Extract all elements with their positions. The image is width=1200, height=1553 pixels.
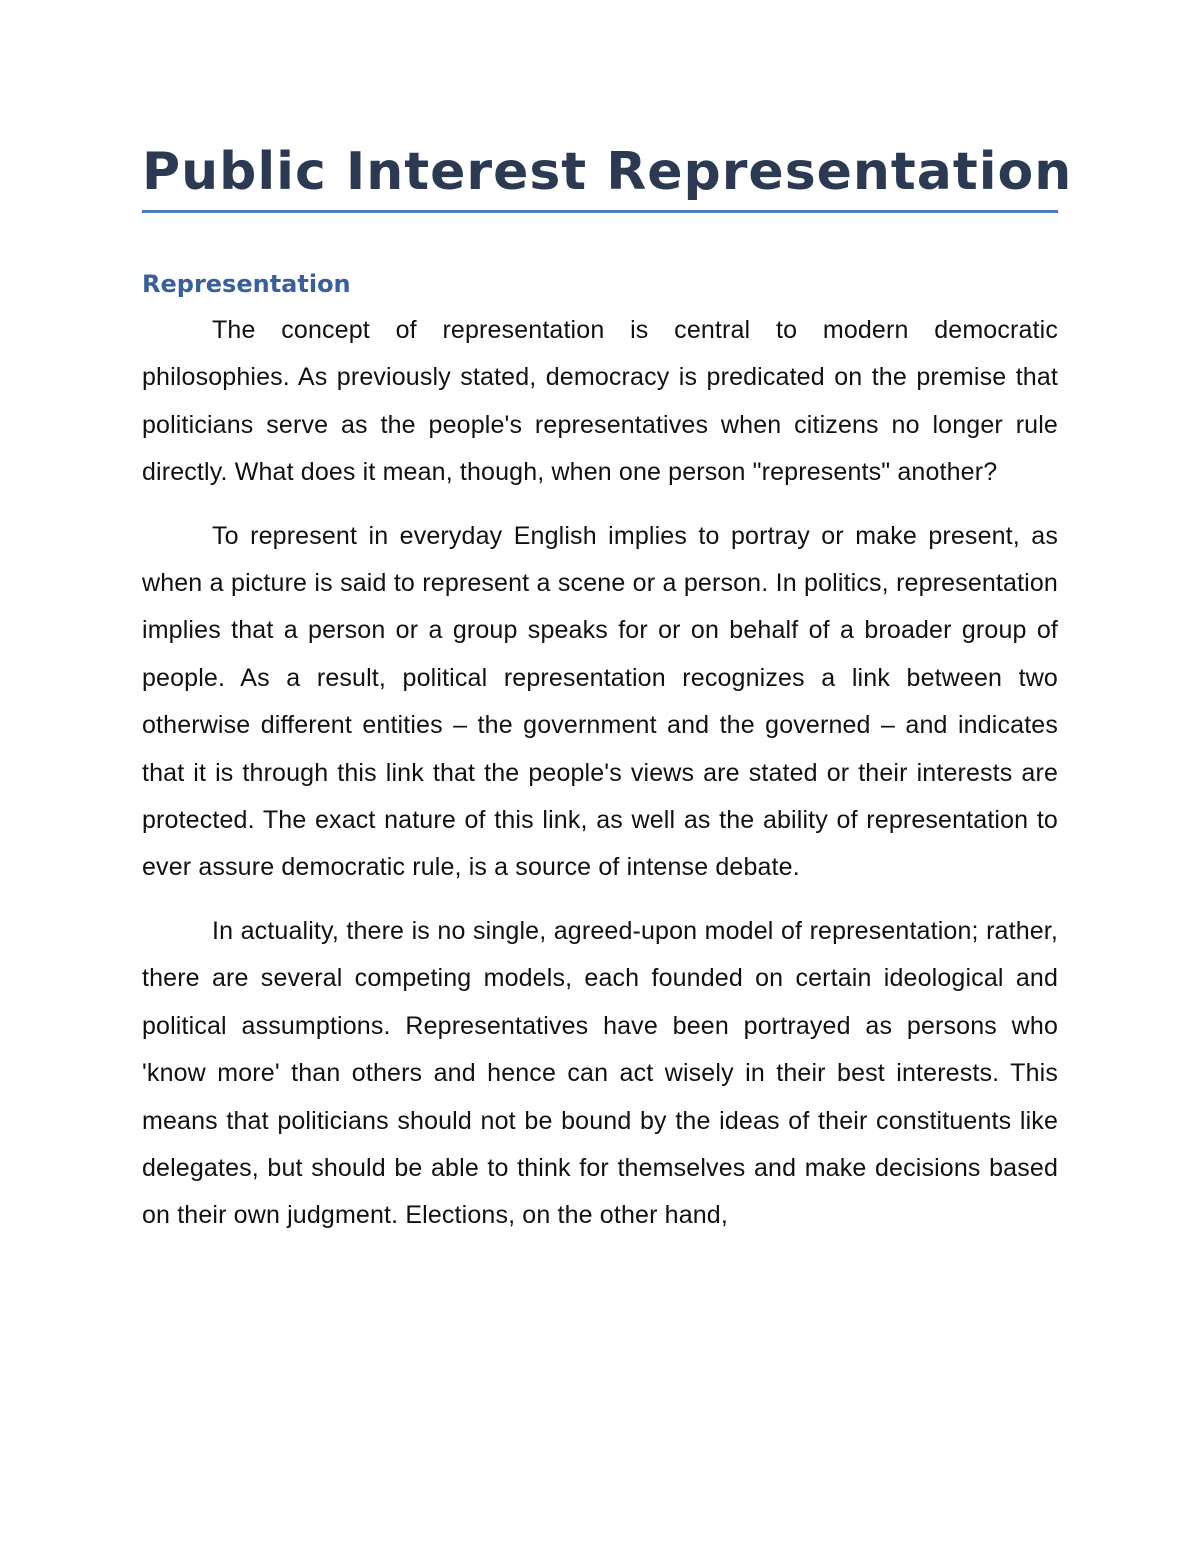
- section-heading: Representation: [142, 270, 351, 298]
- paragraph-1: The concept of representation is central to modern democratic philosophies. As previously stated, democracy is predicated on the premise that politicians serve as the people's representatives when citizens no longer rule directly. What does it mean, though, when one person "represents" another?: [142, 316, 1058, 487]
- title-underline-rule: [142, 210, 1058, 213]
- document-title: Public Interest Representation: [142, 142, 1073, 202]
- document-page: [142, 140, 1073, 1256]
- paragraph-2: To represent in everyday English implies to portray or make present, as when a picture is said to represent a scene or a person. In politics, representation implies that a person or a group speaks for or on behalf of a broader group of people. As a result, political representation recognizes a link between two otherwise different entities – the government and the governed – and indicates that it is through this link that the people's views are stated or their interests are protected. The exact nature of this link, as well as the ability of representation to ever assure democratic rule, is a source of intense debate.: [142, 521, 1058, 882]
- paragraph-3: In actuality, there is no single, agreed-upon model of representation; rather, there are several competing models, each founded on certain ideological and political assumptions. Representatives have been portrayed as persons who 'know more' than others and hence can act wisely in their best interests. This means that politicians should not be bound by the ideas of their constituents like delegates, but should be able to think for themselves and make decisions based on their own judgment. Elections, on the other hand,: [142, 916, 1058, 1230]
